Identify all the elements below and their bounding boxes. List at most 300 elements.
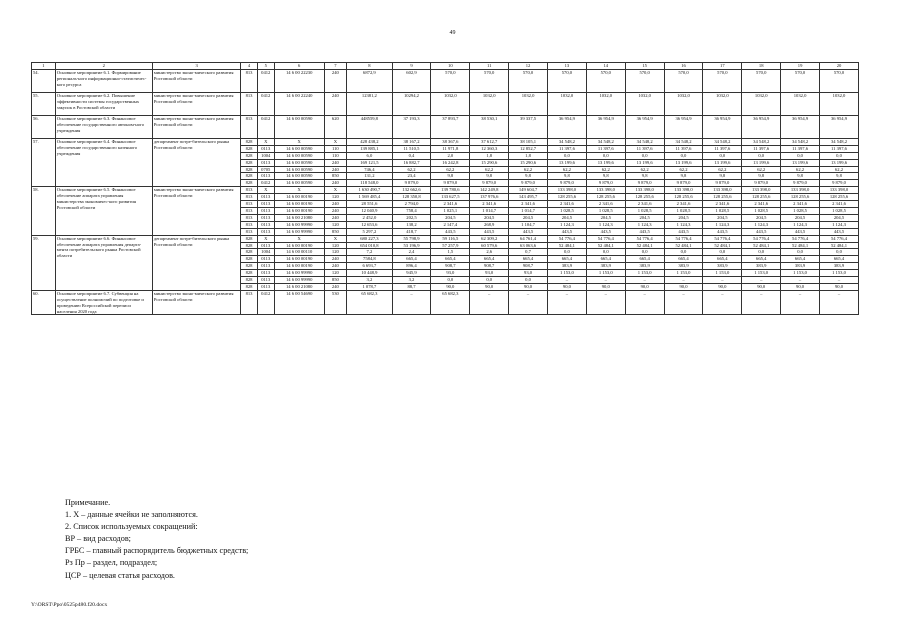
table-row [32,235,859,242]
table-cell: 11 397,6 [586,145,625,152]
table-cell: 665,4 [781,256,820,263]
table-cell: 240 [324,92,347,115]
table-cell: – [392,290,431,315]
table-cell: 2 341,6 [664,201,703,208]
table-cell: 36 954,9 [547,115,586,138]
column-number: 10 [431,63,470,70]
table-cell: – [781,290,820,315]
table-cell: 443,5 [431,228,470,235]
table-cell: 128 350,8 [392,194,431,201]
table-cell: – [625,290,664,315]
table-cell: 1 124,3 [586,221,625,228]
table-cell: 665,4 [470,256,509,263]
note-line: ЦСР – целевая статья расходов. [65,570,175,580]
table-cell: 1 028,5 [586,207,625,214]
table-cell: 12 360,3 [470,145,509,152]
table-cell: 383,9 [664,263,703,270]
table-cell: 813 [241,187,257,194]
table-cell: 13 199,6 [547,159,586,166]
table-cell: 12 852,7 [509,145,548,152]
table-cell: 1 124,3 [664,221,703,228]
table-cell: 0,0 [664,249,703,256]
table-cell: 9 879,0 [431,180,470,187]
table-cell: 204,5 [781,214,820,221]
budget-table [31,62,859,315]
table-cell: 38 105,1 [509,138,548,145]
table-cell: 2,4 [392,249,431,256]
table-cell: 383,9 [742,263,781,270]
table-cell: 665,4 [547,256,586,263]
table-cell: 1 153,0 [703,270,742,277]
table-cell: 602,9 [392,69,431,92]
table-cell: 11 397,6 [820,145,859,152]
table-cell: 443,5 [664,228,703,235]
table-cell: 1 014,7 [470,207,509,214]
table-cell: 62,2 [586,166,625,173]
table-row [32,290,859,315]
table-cell: 9 879,0 [820,180,859,187]
table-cell: 14 6 00 22230 [274,69,324,92]
table-cell: 828 [241,256,257,263]
table-cell: 0113 [257,242,274,249]
table-cell: 128 255,6 [625,194,664,201]
table-cell: 36 954,9 [742,115,781,138]
row-number-cell: 56. [32,115,56,138]
table-cell: 14 6 00 22240 [274,92,324,115]
table-cell: 9 879,0 [509,180,548,187]
table-cell: 204,5 [586,214,625,221]
table-cell: 665,4 [703,256,742,263]
table-cell: 1 104,7 [509,221,548,228]
table-cell: 90,0 [703,283,742,290]
table-cell: 0412 [257,69,274,92]
table-cell: 1032,0 [625,92,664,115]
table-cell: 0,0 [547,249,586,256]
table-cell: 428 438,2 [347,138,392,145]
grbs-cell: министерство эконо-мического развития Ростовской области [152,69,241,92]
grbs-cell: департамент потре-бительского рынка Ростовской области [152,235,241,290]
table-cell: 1 569 485,4 [347,194,392,201]
table-cell: 62,2 [547,166,586,173]
table-cell: 204,5 [703,214,742,221]
note-line: ВР – вид расходов; [65,534,131,544]
table-row [32,187,859,194]
table-cell: 0,0 [470,277,509,284]
table-cell: 1 153,0 [547,270,586,277]
column-number: 18 [742,63,781,70]
column-number: 15 [625,63,664,70]
table-cell: 945,9 [392,270,431,277]
table-cell: 12 040,9 [347,207,392,214]
table-cell: 1 028,5 [547,207,586,214]
table-cell: – [547,290,586,315]
table-cell: 443,5 [625,228,664,235]
measure-name-cell: Основное мероприятие 6.7. Субвенция на осуществление полномочий по подготовке и проведению Всероссийской переписи населения 2020 года [55,290,152,315]
table-cell: 93,0 [431,270,470,277]
table-cell: 204,5 [470,214,509,221]
table-cell: 2 794,0 [392,201,431,208]
table-cell: 204,5 [625,214,664,221]
table-cell: 37 612,7 [470,138,509,145]
table-cell: X [274,235,324,242]
table-cell: 828 [241,263,257,270]
table-cell: 1 028,5 [625,207,664,214]
table-cell: 443,5 [470,228,509,235]
table-cell: 9,8 [431,173,470,180]
table-cell: X [274,187,324,194]
table-cell: 14 6 00 99990 [274,228,324,235]
table-cell: 850 [324,277,347,284]
table-cell: 120 [324,242,347,249]
table-cell: 13 199,6 [586,159,625,166]
table-cell: 34 548,2 [547,138,586,145]
table-cell: 11 397,6 [781,145,820,152]
grbs-cell: департамент потре-бительского рынка Ростовской области [152,138,241,186]
table-cell: 813 [241,92,257,115]
table-cell: 0113 [257,221,274,228]
table-cell: 204,5 [509,214,548,221]
table-cell: 62,2 [742,166,781,173]
table-cell: 828 [241,152,257,159]
notes-block [65,497,248,582]
table-cell: 62,2 [392,166,431,173]
table-cell: 90,0 [586,283,625,290]
table-cell: 54 776,4 [625,235,664,242]
table-cell: 443,5 [586,228,625,235]
table-cell: 54 776,4 [742,235,781,242]
table-cell: – [742,277,781,284]
table-cell: 0113 [257,201,274,208]
table-cell: 5 297,2 [347,228,392,235]
table-cell: 9 879,0 [547,180,586,187]
table-cell: 2 341,6 [470,201,509,208]
table-cell: 204,5 [742,214,781,221]
note-line: ГРБС – главный распорядитель бюджетных средств; [65,546,249,556]
row-number-cell: 59. [32,235,56,290]
table-cell: 383,9 [820,263,859,270]
table-cell: 383,9 [586,263,625,270]
table-cell: 90,0 [625,283,664,290]
table-cell: 0,0 [586,152,625,159]
table-cell: 240 [324,256,347,263]
table-cell: 133 398,0 [703,187,742,194]
table-cell: 14 6 00 99990 [274,221,324,228]
column-number: 20 [820,63,859,70]
table-cell: 14 6 00 00190 [274,194,324,201]
table-cell: 1 014,7 [509,207,548,214]
table-cell: 2 341,6 [781,201,820,208]
table-cell: 133 627,5 [431,194,470,201]
table-cell: 1 124,3 [547,221,586,228]
table-cell: 62,2 [664,166,703,173]
table-cell: 139 885,1 [347,145,392,152]
row-number-cell: 54. [32,69,56,92]
table-cell: 120 [324,194,347,201]
table-cell: 240 [324,166,347,173]
table-cell: 2 147,4 [431,221,470,228]
table-cell: 9,8 [820,173,859,180]
table-cell: 828 [241,270,257,277]
table-cell: – [703,277,742,284]
table-cell: 1,5 [431,249,470,256]
table-cell: 14 6 00 00590 [274,115,324,138]
table-cell: 0,0 [703,152,742,159]
table-row [32,92,859,115]
column-number: 12 [509,63,548,70]
column-number: 16 [664,63,703,70]
table-cell: 570,0 [664,69,703,92]
table-cell: 1 028,5 [664,207,703,214]
table-cell: – [703,290,742,315]
table-cell: 1 124,3 [625,221,664,228]
table-cell: 11 397,6 [703,145,742,152]
table-cell: 1,8 [509,152,548,159]
table-cell: 133 398,0 [586,187,625,194]
table-cell: 14 6 00 00590 [274,145,324,152]
grbs-cell: министерство эконо-мического развития Ростовской области [152,92,241,115]
table-cell: 6872,9 [347,69,392,92]
table-cell: 665,4 [742,256,781,263]
table-cell: 240 [324,180,347,187]
table-cell: 0,0 [742,152,781,159]
table-cell: 9,8 [781,173,820,180]
table-cell: 39 337,5 [509,115,548,138]
table-cell: 1 124,3 [820,221,859,228]
table-cell: 57 257,9 [431,242,470,249]
table-cell: 570,0 [470,69,509,92]
table-cell: 383,9 [781,263,820,270]
table-cell: 240 [324,214,347,221]
table-cell: 0113 [257,228,274,235]
table-cell: 13 199,6 [703,159,742,166]
table-cell: 62,2 [703,166,742,173]
table-cell: 54 776,4 [547,235,586,242]
table-cell: 13 199,6 [664,159,703,166]
table-cell: 240 [324,263,347,270]
table-cell: 90,0 [781,283,820,290]
column-number: 8 [347,63,392,70]
table-cell: 0113 [257,214,274,221]
table-cell: 11 397,6 [625,145,664,152]
footer-file-path: Y:\ORST\Ppo\0525p480.f20.docx [31,602,108,608]
table-cell: 443,5 [547,228,586,235]
table-cell: 90,0 [820,283,859,290]
table-cell: 443,5 [781,228,820,235]
note-line: 1. Х – данные ячейки не заполняются. [65,510,198,520]
table-cell: X [274,138,324,145]
table-cell: 620 [324,115,347,138]
table-cell: 36 954,9 [625,115,664,138]
table-cell: 14 6 00 00590 [274,180,324,187]
table-cell: 9,8 [703,173,742,180]
table-cell: 13 199,6 [781,159,820,166]
table-cell: 128 255,6 [742,194,781,201]
table-cell: 14 6 00 00590 [274,152,324,159]
table-cell: 3,2 [347,277,392,284]
table-cell: 1004 [257,152,274,159]
table-cell: 828 [241,145,257,152]
column-number: 17 [703,63,742,70]
row-number-cell: 60. [32,290,56,315]
table-cell: 63 063,6 [509,242,548,249]
table-cell: 746,4 [347,166,392,173]
table-cell: 133 398,0 [625,187,664,194]
table-cell: 1 153,0 [820,270,859,277]
table-cell: X [257,187,274,194]
table-cell: 443,5 [820,228,859,235]
table-cell: 34 548,2 [742,138,781,145]
table-cell: 202,5 [392,214,431,221]
table-cell: 36 954,9 [664,115,703,138]
table-cell: 0412 [257,180,274,187]
table-cell: 1 028,5 [820,207,859,214]
table-cell: 0,7 [509,249,548,256]
table-cell: 52 484,1 [625,242,664,249]
table-cell: 813 [241,290,257,315]
table-cell: 2,6 [470,249,509,256]
table-cell: 1032,0 [664,92,703,115]
table-cell: 570,0 [625,69,664,92]
table-cell: 37 193,3 [392,115,431,138]
column-number: 2 [55,63,152,70]
table-cell: 52 484,1 [820,242,859,249]
grbs-cell: министерство эконо-мического развития Ростовской области [152,115,241,138]
table-cell: 418,7 [392,228,431,235]
table-cell: 0113 [257,194,274,201]
table-cell: – [547,277,586,284]
table-cell: 11 971,8 [431,145,470,152]
table-cell: 14 6 00 00590 [274,159,324,166]
column-number: 3 [152,63,241,70]
table-cell: 0,0 [820,249,859,256]
table-cell: 54 776,4 [586,235,625,242]
table-cell: – [664,277,703,284]
table-cell: 133 398,0 [781,187,820,194]
table-cell: 52 484,1 [742,242,781,249]
table-cell: 570,0 [781,69,820,92]
table-cell: 6 693,7 [347,263,392,270]
table-cell: 813 [241,201,257,208]
table-cell: 120 [324,270,347,277]
table-cell: 1 153,0 [664,270,703,277]
table-cell: 828 [241,159,257,166]
table-cell: 14 6 00 00590 [274,173,324,180]
table-cell: 34 548,2 [625,138,664,145]
table-cell: 896,4 [392,263,431,270]
table-cell: 34 548,2 [586,138,625,145]
table-cell: 60 579,6 [470,242,509,249]
table-cell: 36 954,9 [781,115,820,138]
table-cell: 828 [241,166,257,173]
measure-name-cell: Основное мероприятие 6.5. Финансовое обеспечение аппарата управления министерства экономичес-кого развития Ростовской области [55,187,152,235]
table-cell: 813 [241,221,257,228]
table-cell: 90,0 [742,283,781,290]
table-cell: 88,7 [392,283,431,290]
table-cell: 62,2 [470,166,509,173]
column-number: 19 [781,63,820,70]
table-cell: 570,0 [431,69,470,92]
table-cell: – [781,277,820,284]
table-cell: 2 341,6 [509,201,548,208]
table-cell: 570,0 [703,69,742,92]
table-cell: 54 776,4 [703,235,742,242]
table-cell: 34 548,2 [781,138,820,145]
table-cell: 0,4 [392,152,431,159]
table-cell: 850 [324,228,347,235]
table-cell: 7584,8 [347,256,392,263]
table-cell: 131,2 [347,173,392,180]
table-cell: 3,2 [392,277,431,284]
table-cell: 828 [241,242,257,249]
table-cell: 128 255,6 [664,194,703,201]
table-cell: 55 798,9 [392,235,431,242]
table-cell: 0,0 [703,249,742,256]
table-cell: – [586,290,625,315]
table-cell: 52 484,1 [703,242,742,249]
table-cell: 1032,0 [470,92,509,115]
table-cell: 204,5 [431,214,470,221]
table-cell: 443,5 [509,228,548,235]
table-cell: 383,9 [703,263,742,270]
table-row [32,69,859,92]
table-cell: 813 [241,214,257,221]
table-cell: 0113 [257,277,274,284]
table-cell: 1032,0 [742,92,781,115]
page-number: 49 [449,30,456,36]
table-cell: 13 199,6 [820,159,859,166]
table-cell: 850 [324,173,347,180]
table-cell: 62 309,2 [470,235,509,242]
table-cell: 9,8 [470,173,509,180]
table-cell: 665,4 [586,256,625,263]
table-cell: 120 [324,221,347,228]
table-cell: 9,8 [625,173,664,180]
table-cell: 1 028,5 [742,207,781,214]
table-cell: 16 882,7 [392,159,431,166]
table-cell: 9,8 [547,173,586,180]
table-cell: 758,4 [392,207,431,214]
table-cell: X [257,138,274,145]
table-cell: 14 6 00 00110 [274,249,324,256]
table-cell: 204,5 [547,214,586,221]
table-cell: 2,0 [431,152,470,159]
table-cell: 383,9 [547,263,586,270]
table-cell: 11 510,5 [392,145,431,152]
table-cell: 6,0 [347,152,392,159]
table-cell: 1 630 490,7 [347,187,392,194]
table-cell: 128 255,6 [703,194,742,201]
table-cell: 0113 [257,263,274,270]
table-cell: 240 [324,69,347,92]
table-cell: 14 6 00 00190 [274,263,324,270]
column-number: 11 [470,63,509,70]
column-number: 9 [392,63,431,70]
table-cell: 828 [241,283,257,290]
table-cell: – [820,290,859,315]
table-cell: 0,0 [509,277,548,284]
table-cell: 0113 [257,207,274,214]
table-cell: 12381,2 [347,92,392,115]
table-cell: 1 078,7 [347,283,392,290]
table-cell: 0,0 [431,277,470,284]
table-cell: 59 116,5 [431,235,470,242]
table-cell: 65 682,3 [347,290,392,315]
table-cell: 10 448,9 [347,270,392,277]
table-cell: 9,8 [586,173,625,180]
table-cell: 0,0 [781,249,820,256]
column-number: 14 [586,63,625,70]
measure-name-cell: Основное мероприятие 6.1. Формирование региональ-ного информационно-статистичес-кого ресурса [55,69,152,92]
